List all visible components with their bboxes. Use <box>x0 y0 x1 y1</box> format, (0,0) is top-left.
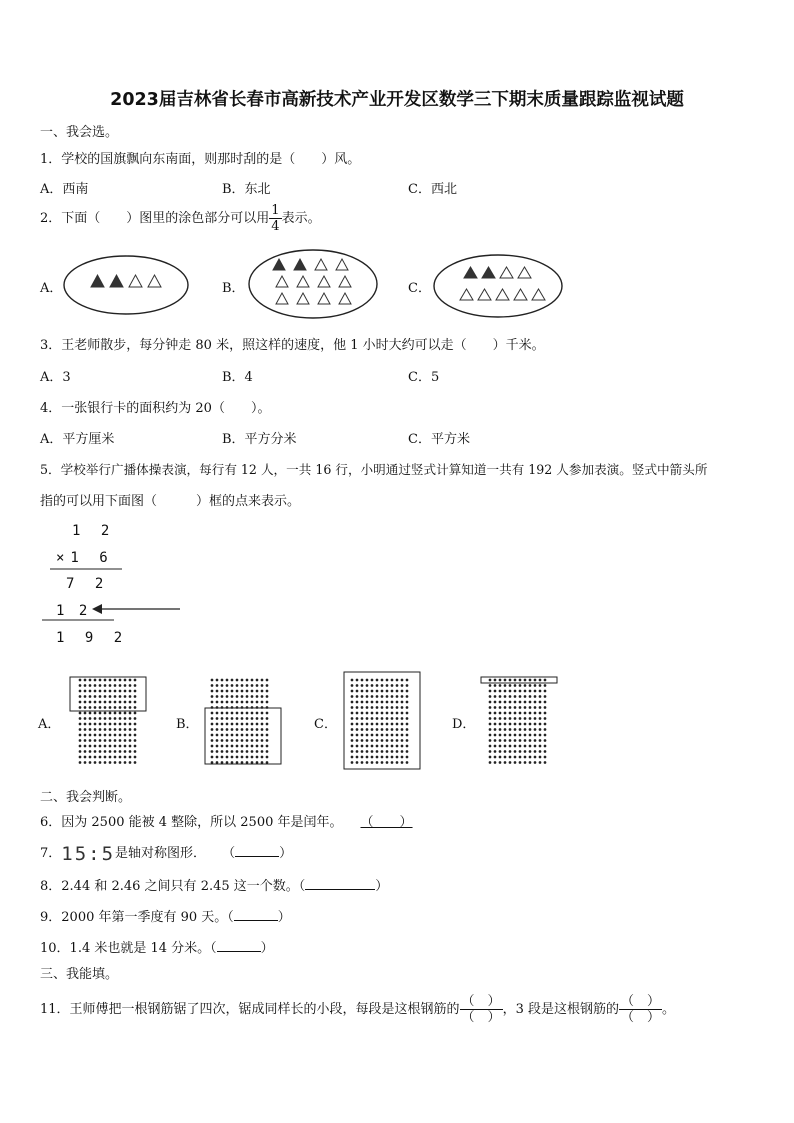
paren-right: ） <box>375 879 389 894</box>
q5-label-d: D． <box>452 717 476 732</box>
q9-text: 9．2000 年第一季度有 90 天。（ <box>40 910 234 925</box>
answer-blank[interactable] <box>234 908 278 921</box>
q2-text-end: 表示。 <box>281 211 321 226</box>
answer-blank[interactable] <box>305 877 375 890</box>
q3-option-a: A．3 <box>40 370 71 385</box>
q11-text-2: ，3 段是这根钢筋的 <box>502 1002 619 1017</box>
q11-text: 11．王师傅把一根钢筋锯了四次，锯成同样长的小段，每段是这根钢筋的 <box>40 1002 460 1017</box>
q10-text: 10．1.4 米也就是 14 分米。（ <box>40 941 217 956</box>
q1-option-a: A．西南 <box>40 182 89 197</box>
question-5-line-1: 5．学校举行广播体操表演，每行有 12 人，一共 16 行，小明通过竖式计算知道一共有 192 人参加表演。竖式中箭头所 <box>40 462 708 477</box>
question-4: 4．一张银行卡的面积约为 20（ ）。 <box>40 401 271 416</box>
dot-grid-d <box>489 679 547 764</box>
q2-label-b: B． <box>222 281 245 296</box>
fraction-denominator: （ ） <box>620 1010 660 1025</box>
q5-label-c: C． <box>314 717 337 732</box>
q3-option-b: B．4 <box>222 370 253 385</box>
fraction-blank-2[interactable] <box>619 994 662 1025</box>
fraction-numerator: （ ） <box>461 994 501 1009</box>
dot-grid-c <box>351 679 409 764</box>
question-6 <box>40 811 413 830</box>
q1-option-c: C．西北 <box>408 182 457 197</box>
q4-option-b: B．平方分米 <box>222 432 297 447</box>
digital-display: 15:5 <box>61 842 116 865</box>
question-9 <box>40 906 291 925</box>
calc-row-4: 1 2 <box>56 603 91 619</box>
section-heading-1: 一、我会选。 <box>40 125 119 140</box>
paren-right: ） <box>277 910 291 925</box>
paren-left: （ <box>222 846 236 861</box>
fraction-numerator: （ ） <box>620 994 660 1009</box>
section-heading-2: 二、我会判断。 <box>40 790 132 805</box>
question-8 <box>40 875 388 894</box>
q7-text: 是轴对称图形． <box>115 846 207 861</box>
answer-paren: （ ） <box>360 815 413 830</box>
q1-option-b: B．东北 <box>222 182 271 197</box>
question-3: 3．王老师散步，每分钟走 80 米，照这样的速度，他 1 小时大约可以走（ ）千米。 <box>40 338 545 353</box>
q6-text: 6．因为 2500 能被 4 整除，所以 2500 年是闰年。 <box>40 815 343 830</box>
question-7 <box>40 842 292 865</box>
answer-blank[interactable] <box>235 844 279 857</box>
paren-right: ） <box>279 846 293 861</box>
q2-text: 2．下面（ ）图里的涂色部分可以用 <box>40 211 270 226</box>
question-11 <box>40 994 675 1025</box>
dot-grid-a <box>79 679 137 764</box>
fraction-denominator: 4 <box>271 219 280 234</box>
question-5-line-2: 指的可以用下面图（ ）框的点来表示。 <box>40 494 301 509</box>
q5-label-a: A． <box>38 717 61 732</box>
answer-blank[interactable] <box>217 939 261 952</box>
question-1: 1．学校的国旗飘向东南面，则那时刮的是（ ）风。 <box>40 152 361 167</box>
calc-row-2: ×1 6 <box>56 550 114 566</box>
dot-grid-b <box>211 679 269 764</box>
fraction-numerator: 1 <box>271 203 280 218</box>
q11-text-end: 。 <box>661 1002 675 1017</box>
q4-option-a: A．平方厘米 <box>40 432 115 447</box>
q8-text: 8．2.44 和 2.46 之间只有 2.45 这一个数。（ <box>40 879 306 894</box>
q2-label-c: C． <box>408 281 431 296</box>
calc-row-3: 7 2 <box>66 576 110 592</box>
q5-label-b: B． <box>176 717 199 732</box>
calc-row-1: 1 2 <box>72 523 116 539</box>
q7-prefix: 7． <box>40 846 62 861</box>
q2-label-a: A． <box>40 281 63 296</box>
fraction-blank-1[interactable] <box>460 994 503 1025</box>
paren-right: ） <box>260 941 274 956</box>
q3-option-c: C．5 <box>408 370 440 385</box>
page-title: 2023届吉林省长春市高新技术产业开发区数学三下期末质量跟踪监视试题 <box>110 90 684 110</box>
fraction-denominator: （ ） <box>461 1010 501 1025</box>
q4-option-c: C．平方米 <box>408 432 470 447</box>
calc-row-5: 1 9 2 <box>56 630 129 646</box>
section-heading-3: 三、我能填。 <box>40 967 119 982</box>
question-10 <box>40 937 274 956</box>
